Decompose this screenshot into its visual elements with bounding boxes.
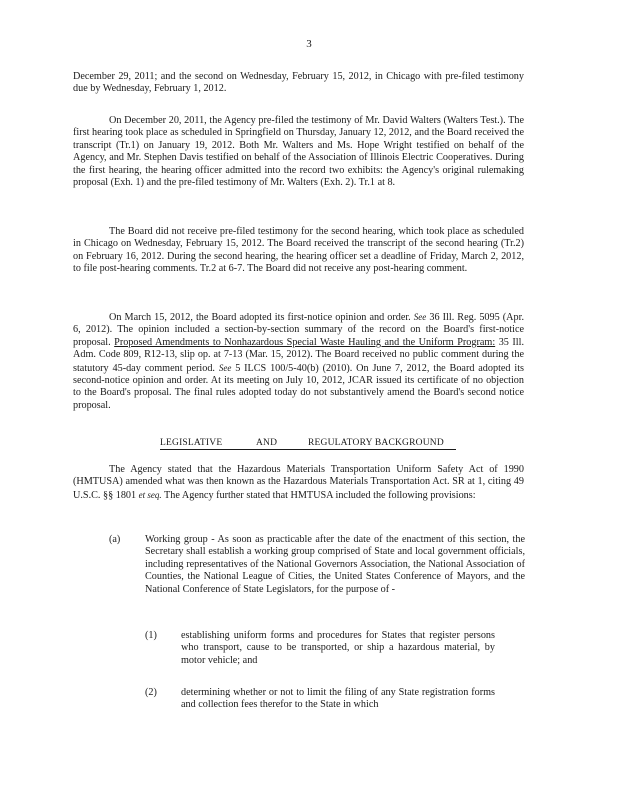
text-segment: 5 ILCS 100/5-40(b) (2010). On June 7, 2012, the Board adopted its second-notice opinion and order. At its meeting on July 10, 2012, JCAR issued its certificate of no objection to the Board's proposal. The final rules adopted today do not substantively amend the Board's second notice proposal.	[73, 362, 525, 411]
heading-word: AND	[256, 438, 278, 448]
text-segment: 36 Ill. Reg. 5095 (Apr. 6, 2012). The opinion included a section-by-section summary of the record on the Board's first-notice proposal.	[73, 312, 525, 348]
page-number: 3	[306, 38, 312, 50]
list-item-text: determining whether or not to limit the filing of any State registration forms and collection fees therefor to the State in which	[181, 687, 495, 711]
signal-et-seq: et seq.	[138, 489, 162, 500]
text-segment: On March 15, 2012, the Board adopted its first-notice opinion and order.	[109, 312, 411, 323]
signal-see: See	[218, 362, 232, 373]
list-item-text: establishing uniform forms and procedures for States that register persons who transport, cause to be transported, or ship a hazardous material, by motor vehicle; and	[181, 630, 495, 666]
list-item-label: (2)	[145, 687, 157, 698]
signal-see: See	[413, 312, 427, 322]
paragraph-hmtusa	[73, 464, 524, 502]
text-segment: The Agency further stated that HMTUSA included the following provisions:	[164, 489, 476, 501]
section-heading	[160, 438, 456, 450]
list-item-text: Working group - As soon as practicable after the date of the enactment of this section, the Secretary shall establish a working group comprised of State and local government officials, including representatives of the National Governors Association, the National Association of Counties, the National League of Cities, the United States Conference of Mayors, and the National Conference of State Legislators, for the purpose of -	[145, 534, 525, 595]
text-segment: The Agency stated that the Hazardous Materials Transportation Uniform Safety Act of 1990 (HMTUSA) amended what was then known as the Hazardous Materials Transportation Act. SR at 1, citing 49 U.S.C. §§ 1801	[73, 464, 524, 501]
paragraph-first-hearing: On December 20, 2011, the Agency pre-filed the testimony of Mr. David Walters (Walters Test.). The first hearing took place as scheduled in Springfield on Thursday, January 12, 2012, and the Board received the transcript (Tr.1) on January 19, 2012. Both Mr. Walters and Ms. Hope Wright testified on behalf of the Agency, and Mr. Stephen Davis testified on behalf of the Association of Illinois Electric Cooperatives. During the first hearing, the hearing officer admitted into the record two exhibits: the Agency's original rulemaking proposal (Exh. 1) and the pre-filed testimony of Mr. Walters (Exh. 2). Tr.1 at 8.	[73, 115, 524, 189]
text-segment: 35 Ill. Adm. Code 809, R12-13, slip op. at 7-13 (Mar. 15, 2012). The Board received no public comment during the statutory 45-day comment period.	[73, 336, 524, 374]
paragraph-first-notice	[73, 311, 524, 412]
list-item-label: (a)	[109, 534, 121, 545]
heading-word: LEGISLATIVE	[160, 438, 223, 448]
heading-word: REGULATORY BACKGROUND	[308, 438, 444, 448]
list-item-label: (1)	[145, 630, 157, 641]
case-title: Proposed Amendments to Nonhazardous Special Waste Hauling and the Uniform Program:	[114, 336, 496, 348]
paragraph-second-hearing: The Board did not receive pre-filed testimony for the second hearing, which took place as scheduled in Chicago on Wednesday, February 15, 2012. The Board received the transcript of the second hearing (Tr.2) on February 16, 2012. During the second hearing, the hearing officer set a deadline of Friday, March 2, 2012, to file post-hearing comments. Tr.2 at 6-7. The Board did not receive any post-hearing comment.	[73, 226, 524, 275]
paragraph-hearing-schedule: December 29, 2011; and the second on Wednesday, February 15, 2012, in Chicago with pre-filed testimony due by Wednesday, February 1, 2012.	[73, 71, 524, 95]
